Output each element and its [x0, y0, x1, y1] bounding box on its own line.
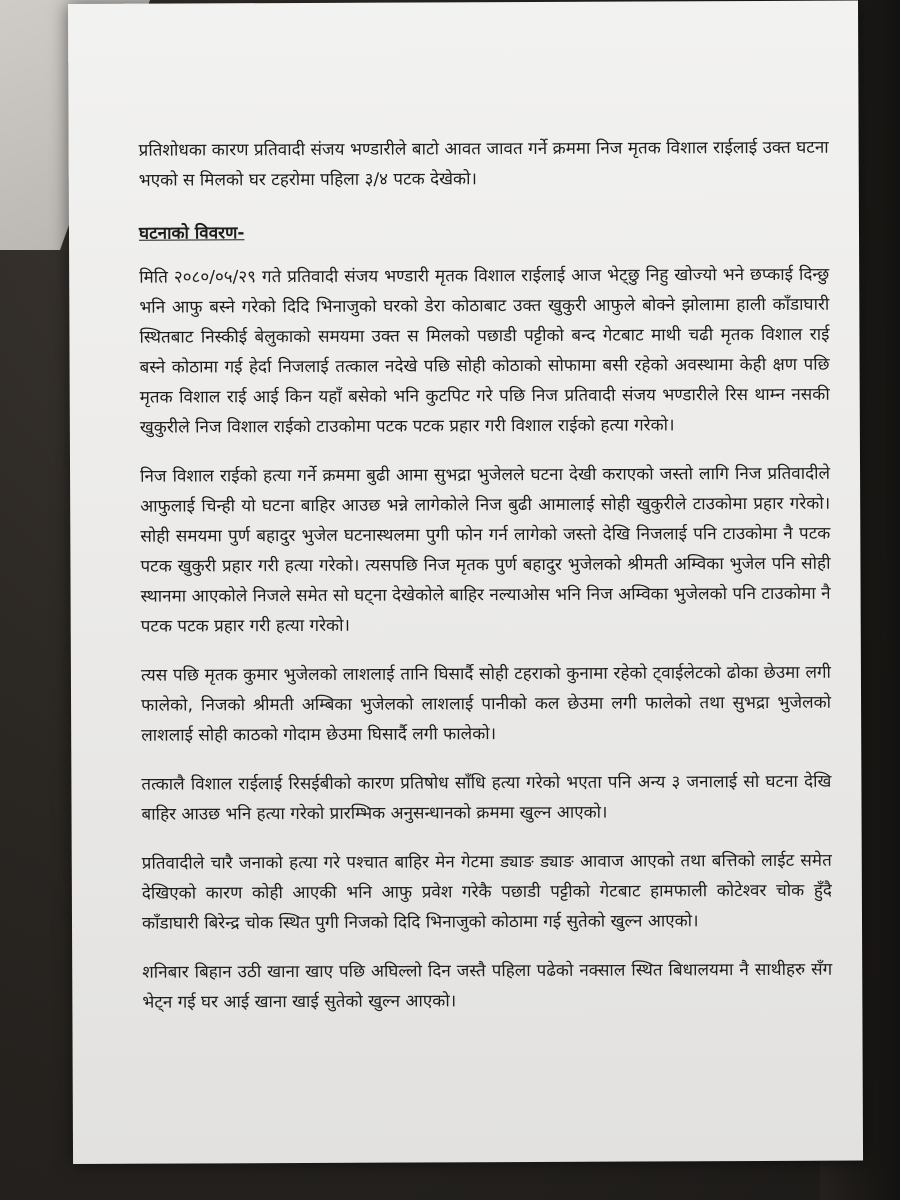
document-page	[68, 1, 863, 1164]
paragraph-incident-2: निज विशाल राईको हत्या गर्ने क्रममा बुढी आमा सुभद्रा भुजेलले घटना देखी कराएको जस्तो लागि निज प्रतिवादीले आफुलाई चिन्ही यो घटना बाहिर आउछ भन्ने लागेकोले निज बुढी आमालाई सोही खुकुरीले टाउकोमा प्रहार गरेको। सोही समयमा पुर्ण बहादुर भुजेल घटनास्थलमा पुगी फोन गर्न लागेको जस्तो देखि निजलाई पनि टाउकोमा नै पटक पटक खुकुरी प्रहार गरी हत्या गरेको। त्यसपछि निज मृतक पुर्ण बहादुर भुजेलको श्रीमती अम्विका भुजेल पनि सोही स्थानमा आएकोले निजले समेत सो घट्ना देखेकोले बाहिर नल्याओस भनि निज अम्विका भुजेलको पनि टाउकोमा नै पटक पटक प्रहार गरी हत्या गरेको।	[140, 463, 831, 637]
document-body	[139, 133, 833, 1037]
paragraph-incident-3: त्यस पछि मृतक कुमार भुजेलको लाशलाई तानि घिसार्दै सोही टहराको कुनामा रहेको ट्वाईलेटको ढोका छेउमा लगी फालेको, निजको श्रीमती अम्बिका भुजेलको लाशलाई पानीको कल छेउमा लगी फालेको तथा सुभद्रा भुजेलको लाशलाई सोही काठको गोदाम छेउमा घिसार्दै लगी फालेको।	[140, 662, 832, 746]
paragraph-incident-6: शनिबार बिहान उठी खाना खाए पछि अघिल्लो दिन जस्तै पहिला पढेको नक्साल स्थित बिधालयमा नै साथीहरु सँग भेट्न गई घर आई खाना खाई सुतेको खुल्न आएको।	[142, 959, 833, 1013]
paragraph-incident-1: मिति २०८०/०५/२९ गते प्रतिवादी संजय भण्डारी मृतक विशाल राईलाई आज भेट्छु निहु खोज्यो भने छप्काई दिन्छु भनि आफु बस्ने गरेको दिदि भिनाजुको घरको डेरा कोठाबाट उक्त खुकुरी आफुले बोक्ने झोलामा हाली काँडाघारी स्थितबाट निस्कीई बेलुकाको समयमा उक्त स मिलको पछाडी पट्टीको बन्द गेटबाट माथी चढी मृतक विशाल राई बस्ने कोठामा गई हेर्दा निजलाई तत्काल नदेखे पछि सोही कोठाको सोफामा बसी रहेको अवस्थामा केही क्षण पछि मृतक विशाल राई आई किन यहाँ बसेको भनि कुटपिट गरे पछि निज प्रतिवादी संजय भण्डारीले रिस थाम्न नसकी खुकुरीले निज विशाल राईको टाउकोमा पटक पटक प्रहार गरी विशाल राईको हत्या गरेको।	[139, 264, 830, 438]
paragraph-incident-4: तत्कालै विशाल राईलाई रिसईबीको कारण प्रतिषोध साँधि हत्या गरेको भएता पनि अन्य ३ जनालाई सो घटना देखि बाहिर आउछ भनि हत्या गरेको प्रारम्भिक अनुसन्धानको क्रममा खुल्न आएको।	[141, 771, 832, 825]
paragraph-incident-5: प्रतिवादीले चारै जनाको हत्या गरे पश्चात बाहिर मेन गेटमा ड्याङ ड्याङ आवाज आएको तथा बत्तिको लाईट समेत देखिएको कारण कोही आएकी भनि आफु प्रवेश गरेकै पछाडी पट्टीको गेटबाट हामफाली कोटेश्वर चोक हुँदै काँडाघारी बिरेन्द्र चोक स्थित पुगी निजको दिदि भिनाजुको कोठामा गई सुतेको खुल्न आएको।	[141, 850, 832, 934]
intro-paragraph: प्रतिशोधका कारण प्रतिवादी संजय भण्डारीले बाटो आवत जावत गर्ने क्रममा निज मृतक विशाल राईलाई उक्त घटना भएको स मिलको घर टहरोमा पहिला ३/४ पटक देखेको।	[138, 137, 829, 191]
section-heading: घटनाको विवरण-	[138, 223, 245, 244]
